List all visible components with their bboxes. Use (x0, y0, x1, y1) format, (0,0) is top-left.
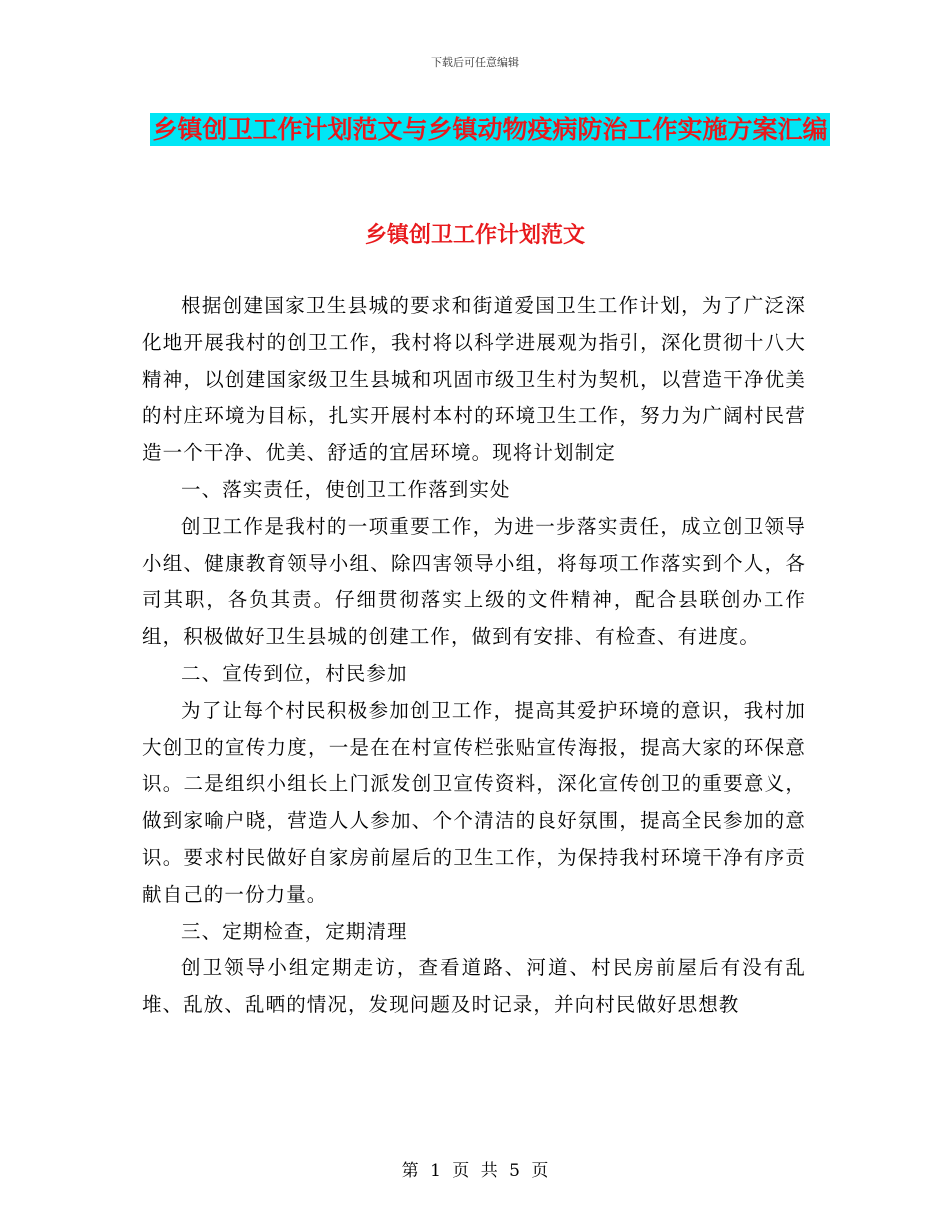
document-title-text: 乡镇创卫工作计划范文与乡镇动物疫病防治工作实施方案汇编 (152, 115, 828, 144)
paragraph-2: 为了让每个村民积极参加创卫工作，提高其爱护环境的意识，我村加大创卫的宣传力度，一是在在村宣传栏张贴宣传海报，提高大家的环保意识。二是组织小组长上门派发创卫宣传资料，深化宣传创卫的重要意义，做到家喻户晓，营造人人参加、个个清洁的良好氛围，提高全民参加的意识。要求村民做好自家房前屋后的卫生工作，为保持我村环境干净有序贡献自己的一份力量。 (142, 698, 806, 906)
document-title (140, 106, 840, 154)
document-body (142, 288, 806, 1024)
paragraph-intro: 根据创建国家卫生县城的要求和街道爱国卫生工作计划，为了广泛深化地开展我村的创卫工作，我村将以科学进展观为指引，深化贯彻十八大精神，以创建国家级卫生县城和巩固市级卫生村为契机，以营造干净优美的村庄环境为目标，扎实开展村本村的环境卫生工作，努力为广阔村民营造一个干净、优美、舒适的宜居环境。现将计划制定 (142, 294, 806, 465)
section-title: 乡镇创卫工作计划范文 (364, 223, 585, 248)
header-note: 下载后可任意编辑 (431, 56, 519, 69)
heading-2: 二、宣传到位，村民参加 (181, 661, 408, 685)
heading-1: 一、落实责任，使创卫工作落到实处 (181, 477, 511, 501)
page-footer: 第 1 页 共 5 页 (401, 1161, 549, 1181)
paragraph-3: 创卫领导小组定期走访，查看道路、河道、村民房前屋后有没有乱堆、乱放、乱晒的情况，发现问题及时记录，并向村民做好思想教 (142, 956, 806, 1017)
paragraph-1: 创卫工作是我村的一项重要工作，为进一步落实责任，成立创卫领导小组、健康教育领导小组、除四害领导小组，将每项工作落实到个人，各司其职，各负其责。仔细贯彻落实上级的文件精神，配合县联创办工作组，积极做好卫生县城的创建工作，做到有安排、有检查、有进度。 (142, 514, 806, 649)
heading-3: 三、定期检查，定期清理 (181, 919, 408, 943)
